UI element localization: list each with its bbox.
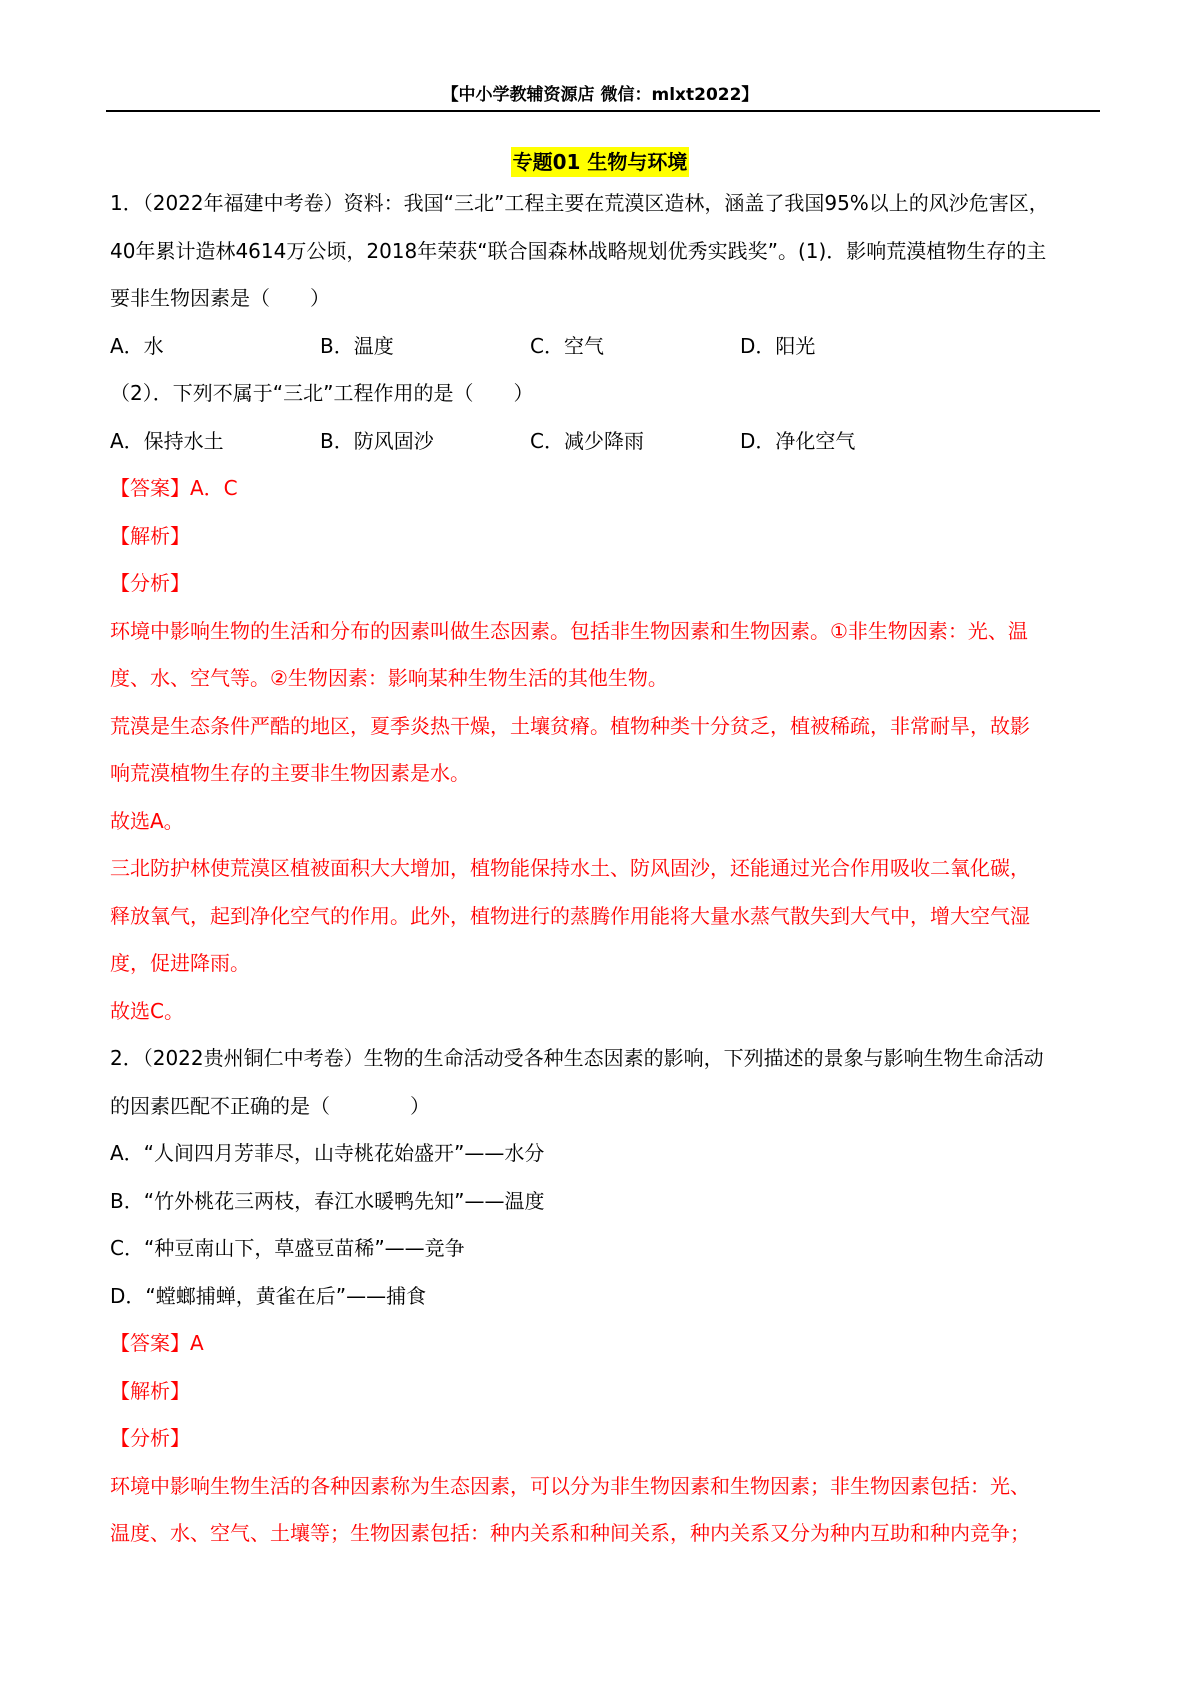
q2-analysis-line: 环境中影响生物生活的各种因素称为生态因素，可以分为非生物因素和生物因素；非生物因素包括：光、	[110, 1473, 1030, 1498]
q1-analysis-line: 荒漠是生态条件严酷的地区，夏季炎热干燥，土壤贫瘠。植物种类十分贫乏，植被稀疏，非常耐旱，故影	[110, 713, 1030, 738]
question-2	[110, 1035, 1100, 1558]
q2-explanation-label: 【解析】	[110, 1378, 190, 1403]
q2-option-d: D．“螳螂捕蝉，黄雀在后”——捕食	[110, 1283, 427, 1308]
q1-analysis-line: 度、水、空气等。②生物因素：影响某种生物生活的其他生物。	[110, 666, 668, 690]
q1-part2-stem: （2）．下列不属于“三北”工程作用的是（ ）	[110, 381, 534, 405]
question-1	[110, 180, 1100, 1035]
q2-option-b: B．“竹外桃花三两枝，春江水暖鸭先知”——温度	[110, 1188, 545, 1213]
q1-part2-options	[110, 418, 1100, 466]
page-header: 【中小学教辅资源店 微信：mlxt2022】	[441, 85, 759, 105]
header-divider	[106, 110, 1100, 112]
option-a: A．保持水土	[110, 428, 224, 453]
q2-analysis-label: 【分析】	[110, 1426, 190, 1450]
q2-stem-line: 2．（2022贵州铜仁中考卷）生物的生命活动受各种生态因素的影响，下列描述的景象与影响生物生命活动	[110, 1046, 1044, 1070]
q1-stem-line: 要非生物因素是（ ）	[110, 286, 330, 310]
option-b: B．防风固沙	[320, 428, 434, 453]
q2-stem-line: 的因素匹配不正确的是（ ）	[110, 1093, 430, 1118]
q1-analysis-label: 【分析】	[110, 571, 190, 595]
q1-answer: 【答案】A．C	[110, 476, 238, 500]
q1-stem-line: 1．（2022年福建中考卷）资料：我国“三北”工程主要在荒漠区造林，涵盖了我国95%以上的风沙危害区，	[110, 191, 1049, 215]
q2-analysis-line: 温度、水、空气、土壤等；生物因素包括：种内关系和种间关系，种内关系又分为种内互助和种内竞争；	[110, 1521, 1030, 1545]
option-d: D．净化空气	[740, 428, 856, 453]
q1-part1-options	[110, 323, 1100, 371]
q2-option-a: A．“人间四月芳菲尽，山寺桃花始盛开”——水分	[110, 1141, 545, 1165]
page-title: 专题01 生物与环境	[511, 147, 690, 177]
option-d: D．阳光	[740, 333, 816, 358]
q2-option-c: C．“种豆南山下，草盛豆苗稀”——竞争	[110, 1236, 465, 1260]
q1-analysis-line: 环境中影响生物的生活和分布的因素叫做生态因素。包括非生物因素和生物因素。①非生物因素：光、温	[110, 618, 1028, 643]
q1-analysis-line: 释放氧气，起到净化空气的作用。此外，植物进行的蒸腾作用能将大量水蒸气散失到大气中，增大空气湿	[110, 903, 1030, 928]
q1-analysis-line: 响荒漠植物生存的主要非生物因素是水。	[110, 761, 470, 785]
q2-answer: 【答案】A	[110, 1331, 204, 1355]
title-container	[0, 147, 1200, 177]
document-body	[110, 180, 1100, 1558]
q1-analysis-line: 故选C。	[110, 998, 184, 1023]
option-c: C．空气	[530, 333, 604, 358]
q1-analysis-line: 度，促进降雨。	[110, 951, 250, 975]
q1-explanation-label: 【解析】	[110, 523, 190, 548]
q1-stem-line: 40年累计造林4614万公顷，2018年荣获“联合国森林战略规划优秀实践奖”。(1)．影响荒漠植物生存的主	[110, 238, 1047, 263]
option-a: A．水	[110, 333, 164, 358]
option-b: B．温度	[320, 333, 394, 358]
q1-analysis-line: 三北防护林使荒漠区植被面积大大增加，植物能保持水土、防风固沙，还能通过光合作用吸收二氧化碳，	[110, 856, 1030, 880]
q1-analysis-line: 故选A。	[110, 808, 184, 833]
option-c: C．减少降雨	[530, 428, 644, 453]
